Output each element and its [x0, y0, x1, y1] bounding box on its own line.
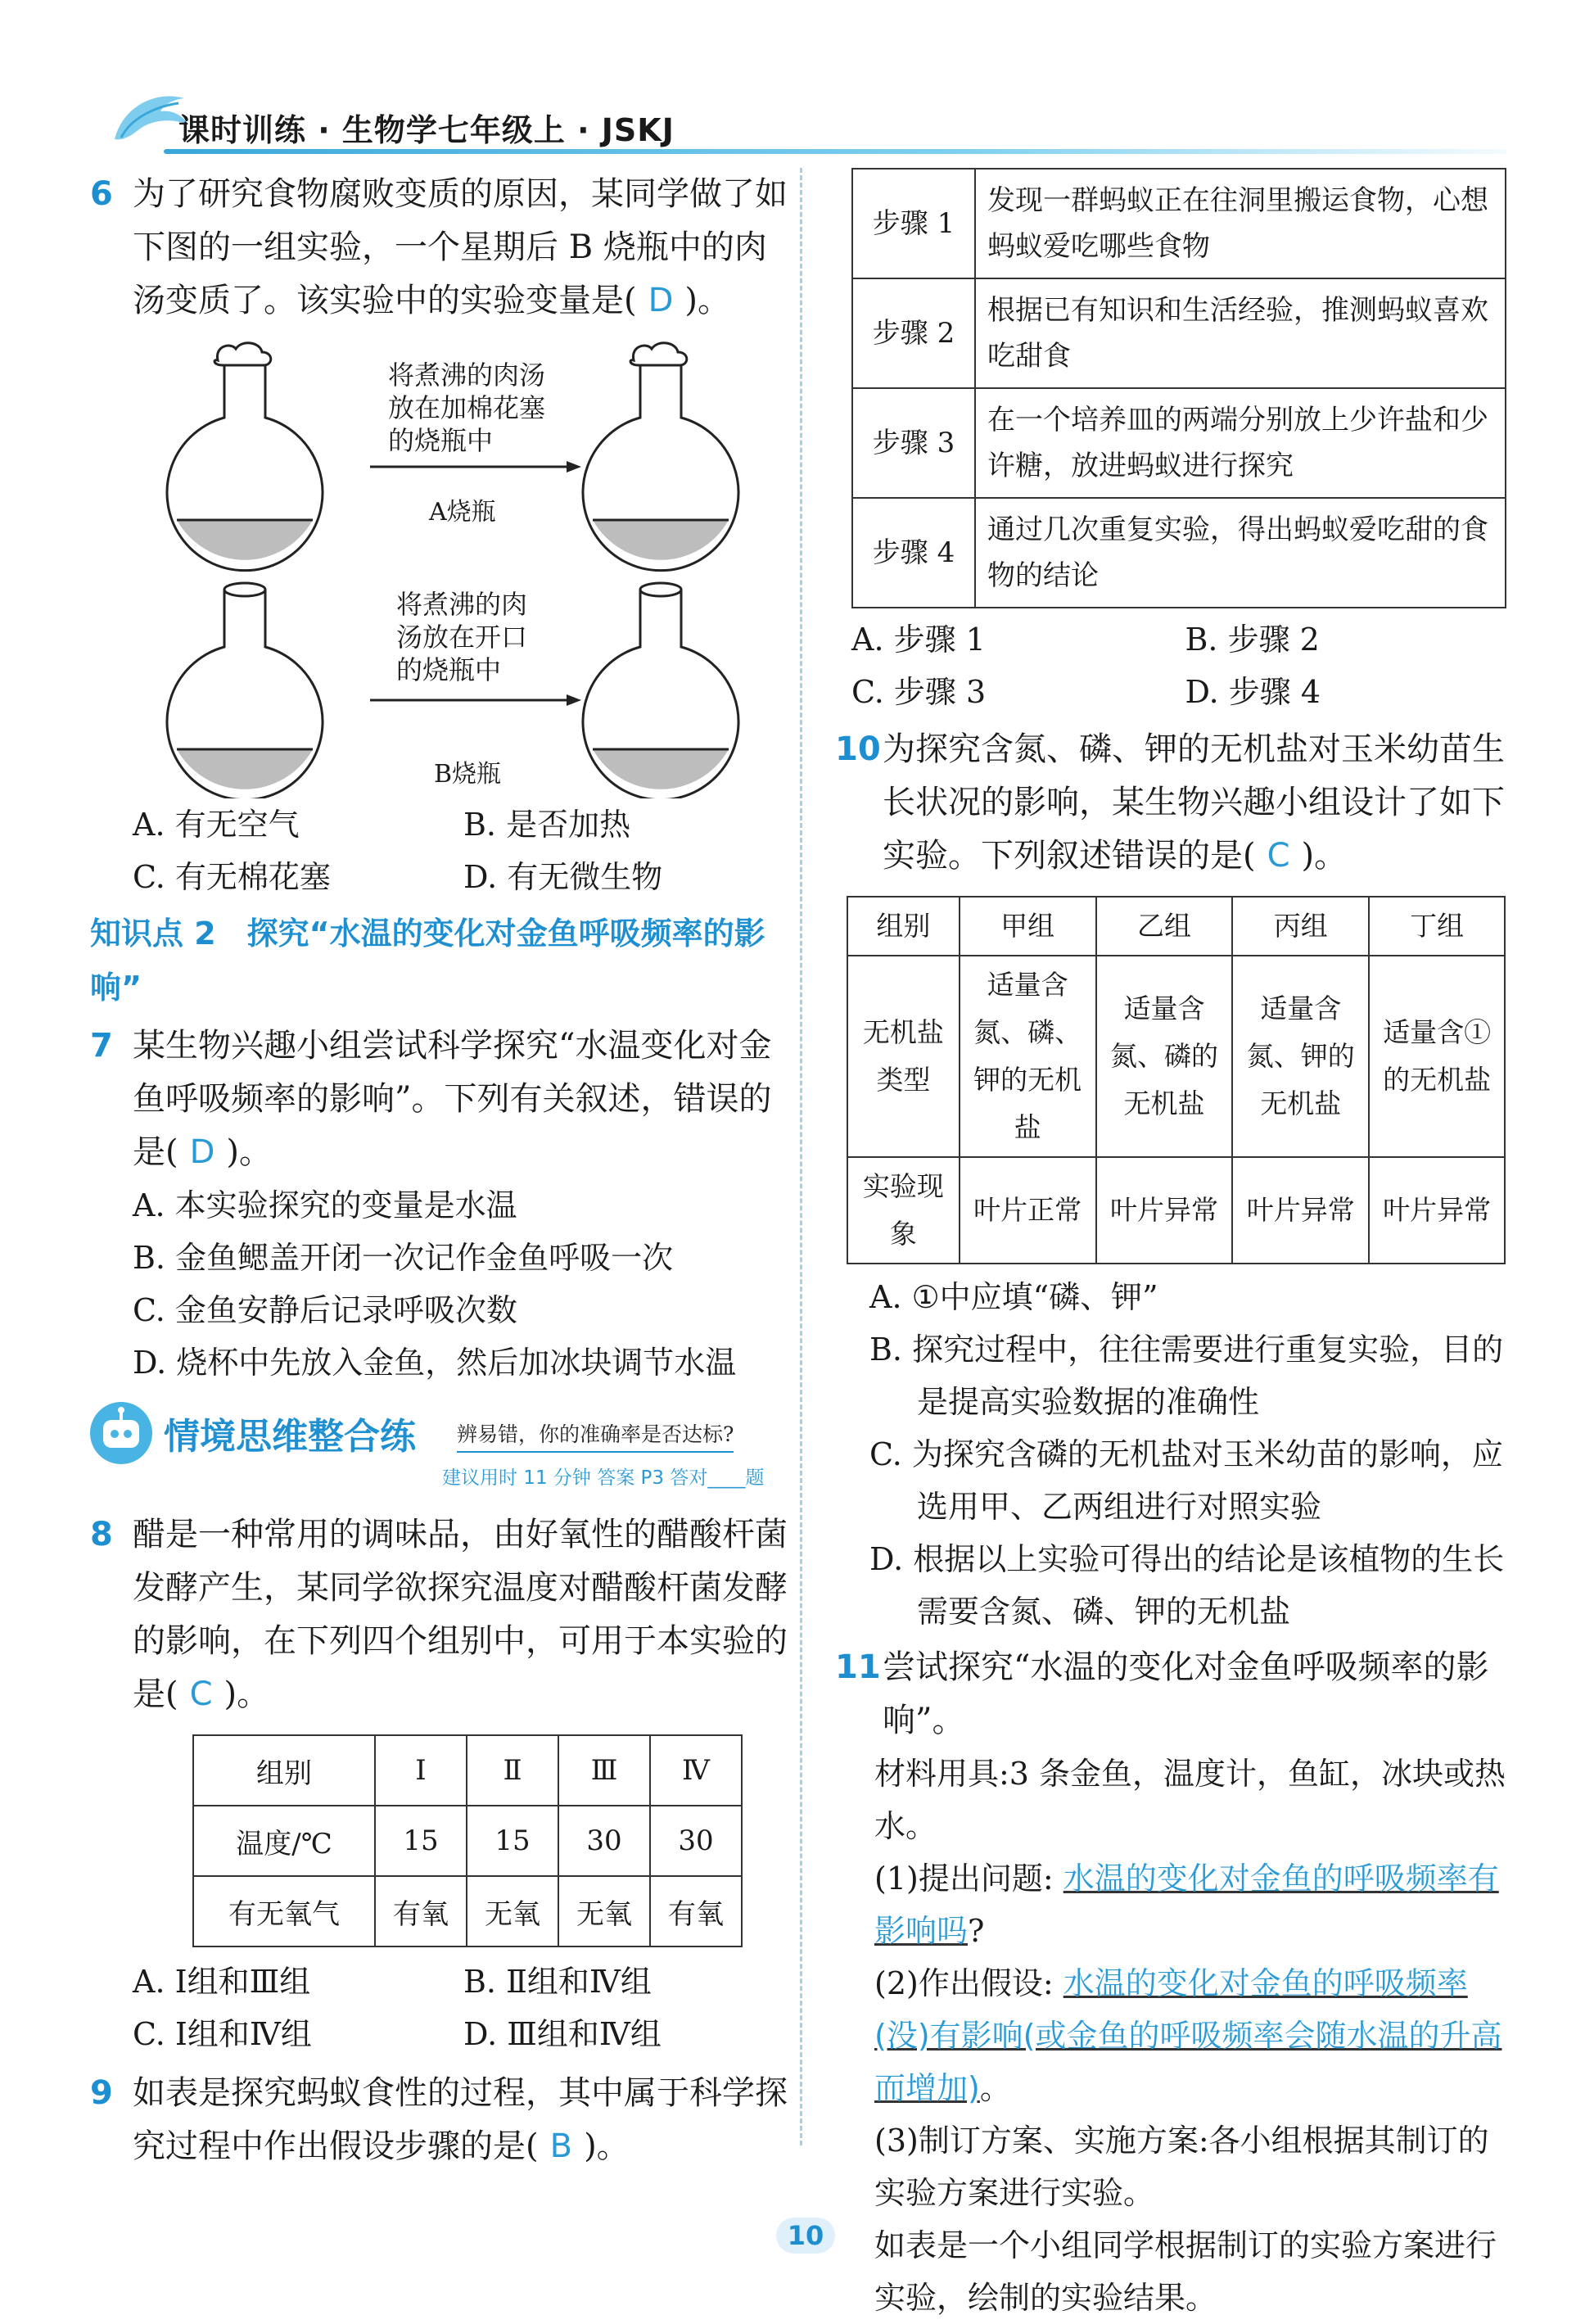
part-2-answer: 水温的变化对金鱼的呼吸频率(没)有影响(或金鱼的呼吸频率会随水温的升高而增加): [874, 1965, 1502, 2106]
flask-a-caption: 将煮沸的肉汤 放在加棉花塞 的烧瓶中: [388, 359, 546, 456]
section-heading-2: 知识点 2 探究“水温的变化对金鱼呼吸频率的影响”: [90, 916, 765, 1006]
option-b[interactable]: B. Ⅱ组和Ⅳ组: [463, 1964, 652, 2000]
q10-table: [847, 896, 1506, 1264]
option-d[interactable]: D. 根据以上实验可得出的结论是该植物的生长需要含氮、磷、钾的无机盐: [869, 1541, 1505, 1630]
question-9: [90, 2067, 794, 2173]
question-number: 6: [90, 175, 113, 213]
option-b[interactable]: B. 是否加热: [463, 807, 631, 843]
table-row: 温度/℃ 15 15 30 30: [193, 1806, 742, 1876]
option-c[interactable]: C. 步骤 3: [851, 674, 987, 710]
answer: D: [648, 282, 674, 319]
table-row: 步骤 4 通过几次重复实验，得出蚂蚁爱吃甜的食物的结论: [852, 498, 1506, 608]
arrow-a-head: [567, 461, 581, 472]
banner-title: 情境思维整合练: [164, 1416, 416, 1458]
q9-options: [851, 613, 1519, 718]
part-1-answer: 水温的变化对金鱼的呼吸频率有影响吗: [874, 1861, 1499, 1949]
question-stem: 尝试探究“水温的变化对金鱼呼吸频率的影响”。: [883, 1648, 1489, 1739]
option-c[interactable]: C. 有无棉花塞: [133, 859, 331, 895]
option-d[interactable]: D. 有无微生物: [463, 859, 663, 895]
question-stem: 为探究含氮、磷、钾的无机盐对玉米幼苗生长状况的影响，某生物兴趣小组设计了如下实验。下列叙述错误的是( C )。: [883, 730, 1505, 875]
part-3: (3)制订方案、实施方案:各小组根据其制订的实验方案进行实验。: [874, 2123, 1489, 2211]
right-column: [835, 168, 1519, 2324]
header-rule: [164, 149, 1506, 154]
table-row: 步骤 2 根据已有知识和生活经验，推测蚂蚁喜欢吃甜食: [852, 278, 1506, 388]
option-b[interactable]: B. 探究过程中，往往需要进行重复实验，目的是提高实验数据的准确性: [869, 1332, 1504, 1420]
option-a[interactable]: A. ①中应填“磷、钾”: [869, 1279, 1158, 1315]
materials: 材料用具:3 条金鱼，温度计，鱼缸，冰块或热水。: [874, 1756, 1506, 1844]
option-c[interactable]: C. 金鱼安静后记录呼吸次数: [133, 1292, 517, 1328]
arrow-b-head: [567, 694, 581, 706]
option-d[interactable]: D. Ⅲ组和Ⅳ组: [463, 2016, 662, 2052]
option-b[interactable]: B. 金鱼鳃盖开闭一次记作金鱼呼吸一次: [133, 1240, 674, 1276]
question-stem: 为了研究食物腐败变质的原因，某同学做了如下图的一组实验，一个星期后 B 烧瓶中的肉汤变质了。该实验中的实验变量是( D )。: [133, 175, 788, 319]
page-number: 10: [776, 2218, 835, 2254]
question-stem: 如表是探究蚂蚁食性的过程，其中属于科学探究过程中作出假设步骤的是( B )。: [133, 2074, 788, 2165]
banner-note: 建议用时 11 分钟 答案 P3 答对____题: [442, 1467, 765, 1489]
q10-options: [869, 1271, 1519, 1638]
question-11: [835, 1641, 1519, 1748]
question-stem: 某生物兴趣小组尝试科学探究“水温变化对金鱼呼吸频率的影响”。下列有关叙述，错误的是( D )。: [133, 1027, 772, 1171]
option-d[interactable]: D. 烧杯中先放入金鱼，然后加冰块调节水温: [133, 1345, 737, 1381]
question-6: [90, 168, 794, 328]
part-4: 如表是一个小组同学根据制订的实验方案进行实验，绘制的实验结果。: [874, 2227, 1497, 2316]
page-header: [106, 82, 1465, 156]
table-row: 组别 Ⅰ Ⅱ Ⅲ Ⅳ: [193, 1735, 742, 1806]
option-a[interactable]: A. 步骤 1: [851, 622, 986, 658]
question-number: 11: [835, 1648, 881, 1686]
flask-a-right: [583, 343, 738, 571]
option-a[interactable]: A. 本实验探究的变量是水温: [133, 1187, 517, 1223]
question-stem: 醋是一种常用的调味品，由好氧性的醋酸杆菌发酵产生，某同学欲探究温度对醋酸杆菌发酵的影响，在下列四个组别中，可用于本实验的是( C )。: [133, 1516, 788, 1713]
flask-b-label: B烧瓶: [434, 760, 502, 789]
flask-a-left: [167, 343, 323, 571]
header-title: 课时训练 · 生物学七年级上 · JSKJ: [178, 112, 675, 148]
answer: D: [189, 1133, 215, 1171]
left-column: [90, 168, 794, 2173]
option-d[interactable]: D. 步骤 4: [1185, 674, 1321, 710]
table-row: 无机盐类型 适量含氮、磷、钾的无机盐 适量含氮、磷的无机盐 适量含氮、钾的无机盐 适量含①的无机盐: [847, 956, 1505, 1157]
part-1: (1)提出问题: 水温的变化对金鱼的呼吸频率有影响吗?: [874, 1861, 1499, 1949]
flask-b-left: [167, 583, 323, 798]
q8-table: [192, 1734, 743, 1947]
flask-figure: [133, 328, 755, 798]
flask-b-right: [583, 583, 738, 798]
option-a[interactable]: A. 有无空气: [133, 807, 300, 843]
question-number: 8: [90, 1516, 113, 1553]
question-number: 10: [835, 730, 881, 768]
question-10: [835, 723, 1519, 883]
table-row: 实验现象 叶片正常 叶片异常 叶片异常 叶片异常: [847, 1157, 1505, 1264]
option-b[interactable]: B. 步骤 2: [1185, 622, 1320, 658]
table-row: 步骤 1 发现一群蚂蚁正在往洞里搬运食物，心想蚂蚁爱吃哪些食物: [852, 169, 1506, 278]
option-a[interactable]: A. Ⅰ组和Ⅲ组: [133, 1964, 311, 2000]
question-number: 9: [90, 2074, 113, 2112]
part-2: (2)作出假设: 水温的变化对金鱼的呼吸频率(没)有影响(或金鱼的呼吸频率会随水温的升高而增加)。: [874, 1965, 1502, 2106]
table-row: 组别 甲组 乙组 丙组 丁组: [847, 897, 1505, 956]
question-7: [90, 1020, 794, 1179]
answer: C: [189, 1675, 213, 1713]
flask-a-label: A烧瓶: [429, 498, 496, 527]
answer: C: [1267, 837, 1290, 875]
table-row: 步骤 3 在一个培养皿的两端分别放上少许盐和少许糖，放进蚂蚁进行探究: [852, 388, 1506, 498]
table-row: 有无氧气 有氧 无氧 无氧 有氧: [193, 1876, 742, 1946]
question-number: 7: [90, 1027, 113, 1065]
q8-options: [133, 1956, 794, 2060]
answer: B: [549, 2127, 573, 2165]
banner-subtitle: 辨易错，你的准确率是否达标?: [457, 1418, 734, 1453]
practice-banner: [90, 1394, 794, 1508]
option-c[interactable]: C. Ⅰ组和Ⅳ组: [133, 2016, 312, 2052]
option-c[interactable]: C. 为探究含磷的无机盐对玉米幼苗的影响，应选用甲、乙两组进行对照实验: [869, 1436, 1503, 1525]
q6-options: [133, 798, 794, 903]
question-8: [90, 1508, 794, 1721]
column-divider: [800, 168, 802, 2145]
robot-icon: [90, 1402, 152, 1464]
flask-b-caption: 将煮沸的肉 汤放在开口 的烧瓶中: [396, 589, 528, 685]
q9-table: [851, 168, 1506, 608]
q11-body: [874, 1748, 1519, 2324]
q7-options: [133, 1179, 794, 1389]
